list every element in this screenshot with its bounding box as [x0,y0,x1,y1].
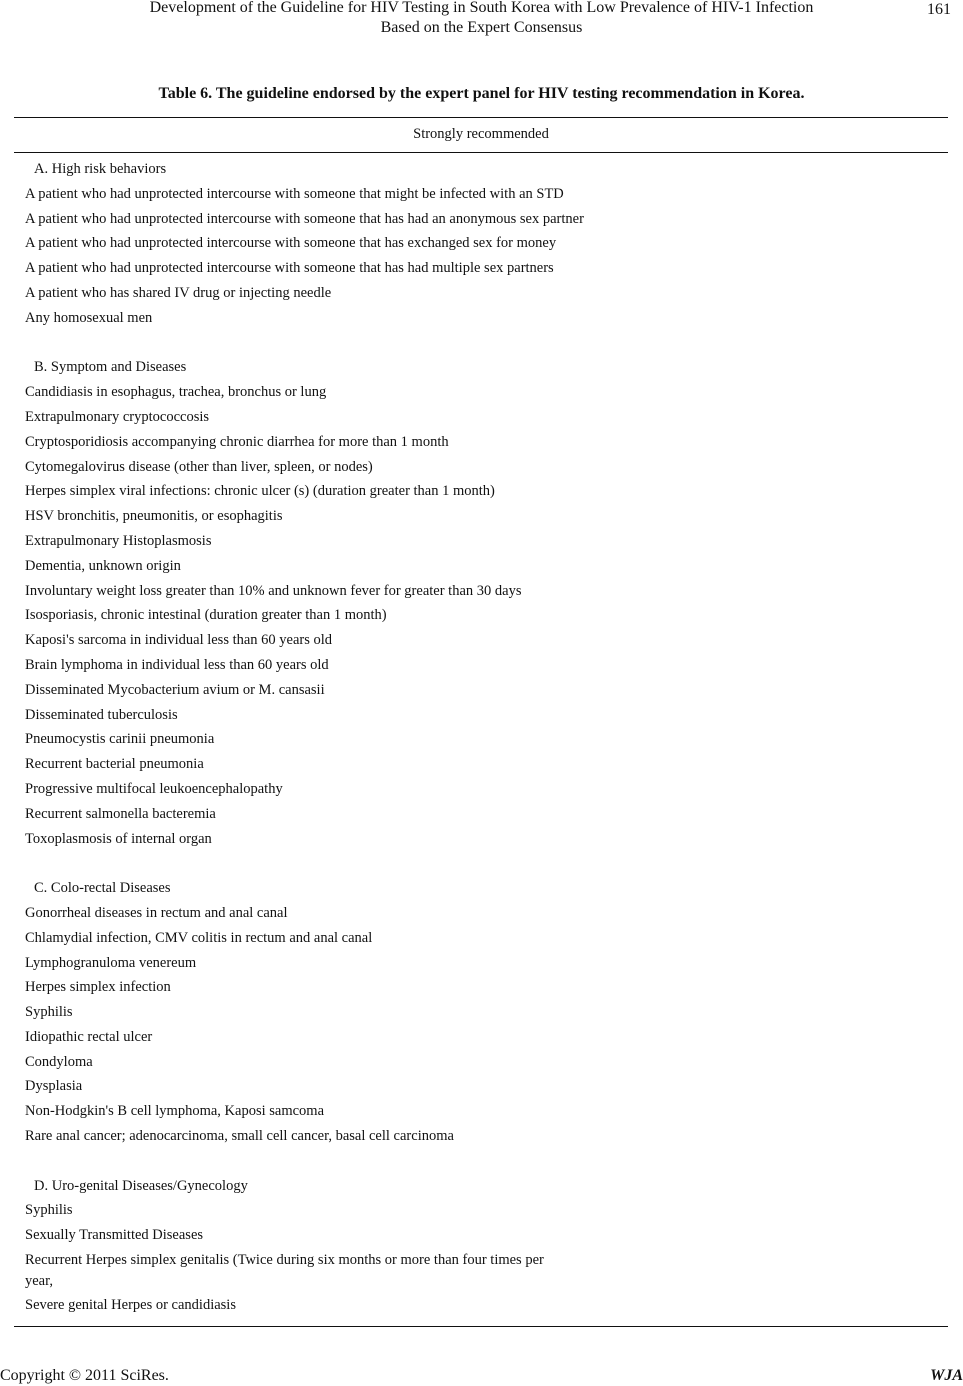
table-row: Kaposi's sarcoma in individual less than 60 years old [25,632,333,649]
table-row: A patient who had unprotected intercourse with someone that has exchanged sex for money [25,235,557,252]
table-header-rule [14,152,948,153]
table-row: Brain lymphoma in individual less than 60 years old [25,656,329,673]
table-row: Progressive multifocal leukoencephalopathy [25,780,283,797]
section-heading: D. Uro-genital Diseases/Gynecology [34,1177,248,1194]
journal-abbreviation: WJA [930,1367,963,1384]
copyright-notice: Copyright © 2011 SciRes. [0,1367,169,1384]
table-row: Gonorrheal diseases in rectum and anal canal [25,904,288,921]
table-row: Herpes simplex viral infections: chronic ulcer (s) (duration greater than 1 month) [25,483,495,500]
table-row: A patient who had unprotected intercourse with someone that has had an anonymous sex partner [25,210,584,227]
table-row: Condyloma [25,1053,93,1070]
table-row: HSV bronchitis, pneumonitis, or esophagitis [25,508,283,525]
table-top-rule [14,117,948,118]
table-bottom-rule [14,1326,948,1327]
table-row: Pneumocystis carinii pneumonia [25,731,215,748]
table-row: Isosporiasis, chronic intestinal (duration greater than 1 month) [25,607,387,624]
page-number: 161 [927,1,951,18]
table-row: Syphilis [25,1004,73,1021]
table-row: Recurrent Herpes simplex genitalis (Twice during six months or more than four times per [25,1252,544,1269]
table-row: Recurrent bacterial pneumonia [25,756,204,773]
table-row: A patient who has shared IV drug or injecting needle [25,284,332,301]
section-spacer [25,853,945,878]
section-heading: B. Symptom and Diseases [34,359,187,376]
table-row: year, [25,1272,53,1289]
table-row: Any homosexual men [25,309,153,326]
table-row: Disseminated Mycobacterium avium or M. cansasii [25,681,325,698]
running-header-line-2: Based on the Expert Consensus [380,19,583,36]
table-row: Dementia, unknown origin [25,557,181,574]
table-row: Cytomegalovirus disease (other than liver, spleen, or nodes) [25,458,373,475]
table-row: Dysplasia [25,1078,83,1095]
table-row: Extrapulmonary Histoplasmosis [25,532,212,549]
table-row: Sexually Transmitted Diseases [25,1227,204,1244]
table-row: Rare anal cancer; adenocarcinoma, small cell cancer, basal cell carcinoma [25,1128,454,1145]
section-spacer [25,1151,945,1176]
table-row: Recurrent salmonella bacteremia [25,805,216,822]
table-row: Involuntary weight loss greater than 10% and unknown fever for greater than 30 days [25,582,522,599]
table-row: Cryptosporidiosis accompanying chronic diarrhea for more than 1 month [25,433,449,450]
running-header-line-1: Development of the Guideline for HIV Testing in South Korea with Low Prevalence of HIV-1 Infection [149,0,814,16]
table-row: Chlamydial infection, CMV colitis in rectum and anal canal [25,929,373,946]
table-row: Idiopathic rectal ulcer [25,1028,153,1045]
table-caption: Table 6. The guideline endorsed by the expert panel for HIV testing recommendation in Korea. [158,85,805,102]
table-row: Herpes simplex infection [25,979,171,996]
section-heading: C. Colo-rectal Diseases [34,880,171,897]
table-row: Toxoplasmosis of internal organ [25,830,212,847]
table-row: Extrapulmonary cryptococcosis [25,408,210,425]
section-heading: A. High risk behaviors [34,161,167,177]
table-row: Severe genital Herpes or candidiasis [25,1297,236,1314]
table-row: Candidiasis in esophagus, trachea, bronchus or lung [25,384,327,401]
table-column-header: Strongly recommended [413,126,549,142]
table-row: A patient who had unprotected intercourse with someone that has had multiple sex partners [25,260,554,277]
table-row: Disseminated tuberculosis [25,706,178,723]
table-body [25,159,945,1320]
table-row: Lymphogranuloma venereum [25,954,197,971]
section-spacer [25,333,945,358]
table-row: A patient who had unprotected intercourse with someone that might be infected with an STD [25,185,564,202]
table-row: Syphilis [25,1202,73,1219]
table-row: Non-Hodgkin's B cell lymphoma, Kaposi samcoma [25,1103,325,1120]
